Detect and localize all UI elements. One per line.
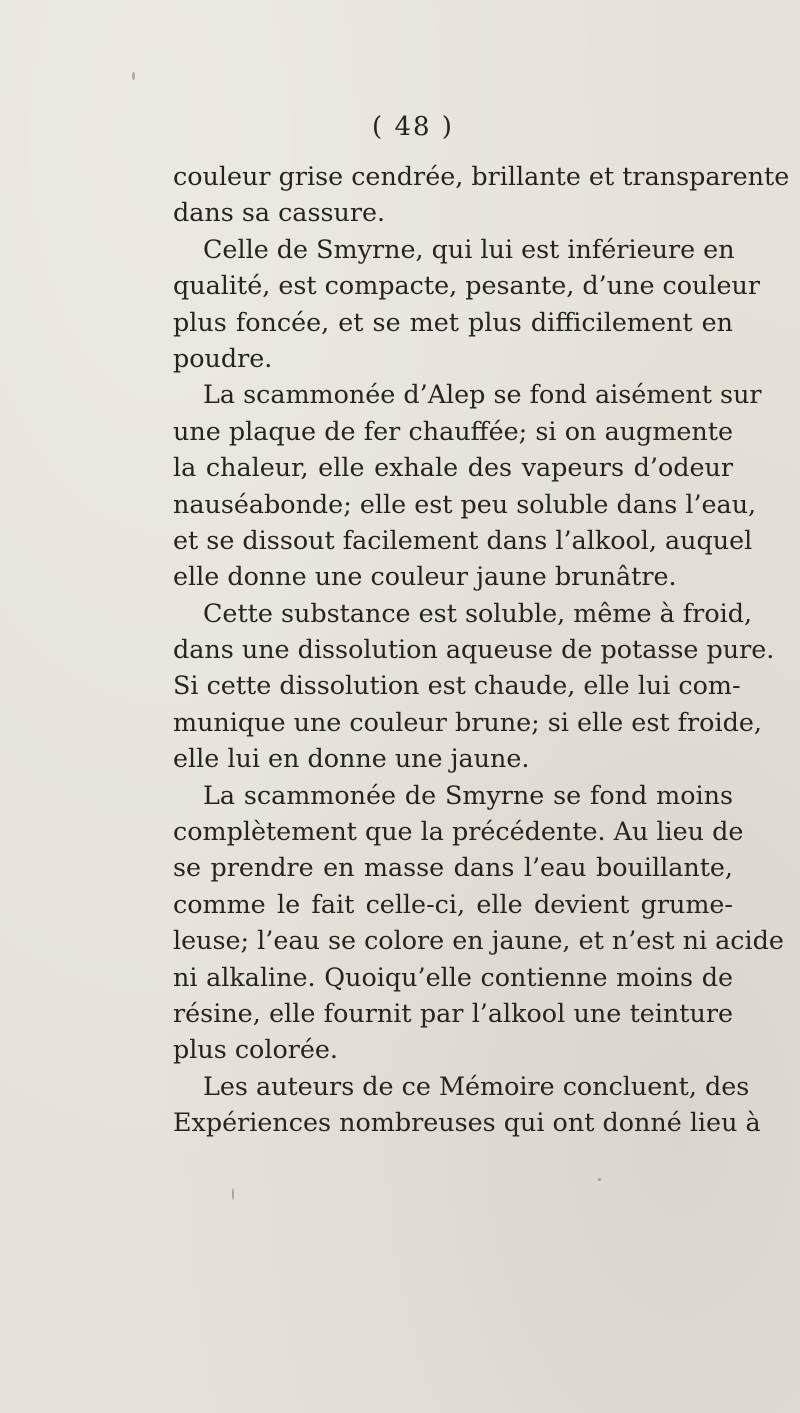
- page-number: ( 48 ): [372, 112, 454, 142]
- text-line: dans une dissolution aqueuse de potasse pure.: [173, 634, 775, 665]
- text-line: une plaque de fer chauffée; si on augmente: [173, 415, 733, 446]
- paragraph-start-line: La scammonée d’Alep se fond aisément sur: [203, 379, 762, 410]
- text-line: poudre.: [173, 342, 273, 373]
- paper-speck: [405, 128, 408, 131]
- text-line: Si cette dissolution est chaude, elle lui com-: [173, 670, 741, 701]
- text-line: couleur grise cendrée, brillante et transparente: [173, 161, 790, 191]
- text-line: qualité, est compacte, pesante, d’une couleur: [173, 270, 761, 301]
- text-line: comme le fait celle-ci, elle devient grume-: [173, 888, 733, 919]
- paragraph-start-line: Cette substance est soluble, même à froid,: [203, 597, 753, 628]
- paper-speck: [132, 72, 135, 80]
- text-line: complètement que la précédente. Au lieu de: [173, 816, 744, 847]
- text-line: résine, elle fournit par l’alkool une teinture: [173, 997, 733, 1028]
- text-line: elle donne une couleur jaune brunâtre.: [173, 561, 677, 592]
- text-line: leuse; l’eau se colore en jaune, et n’est ni acide: [173, 925, 784, 956]
- text-line: et se dissout facilement dans l’alkool, auquel: [173, 524, 753, 555]
- text-line: plus colorée.: [173, 1034, 339, 1065]
- paragraph-start-line: Celle de Smyrne, qui lui est inférieure en: [203, 233, 735, 264]
- text-line: la chaleur, elle exhale des vapeurs d’odeur: [173, 452, 733, 483]
- paragraph-start-line: Les auteurs de ce Mémoire concluent, des: [203, 1070, 750, 1101]
- text-line: munique une couleur brune; si elle est froide,: [173, 706, 762, 737]
- text-line: Expériences nombreuses qui ont donné lieu à: [173, 1107, 761, 1138]
- text-line: ni alkaline. Quoiqu’elle contienne moins de: [173, 961, 733, 992]
- text-line: plus foncée, et se met plus difficilement en: [173, 306, 733, 337]
- paper-speck: [598, 1178, 601, 1181]
- text-line: se prendre en masse dans l’eau bouillante,: [173, 852, 733, 883]
- body-text: [173, 158, 790, 1141]
- paper-speck: [232, 1188, 234, 1200]
- paragraph-start-line: La scammonée de Smyrne se fond moins: [203, 779, 733, 810]
- text-line: elle lui en donne une jaune.: [173, 743, 530, 774]
- text-line: dans sa cassure.: [173, 197, 386, 228]
- text-line: nauséabonde; elle est peu soluble dans l’eau,: [173, 488, 757, 519]
